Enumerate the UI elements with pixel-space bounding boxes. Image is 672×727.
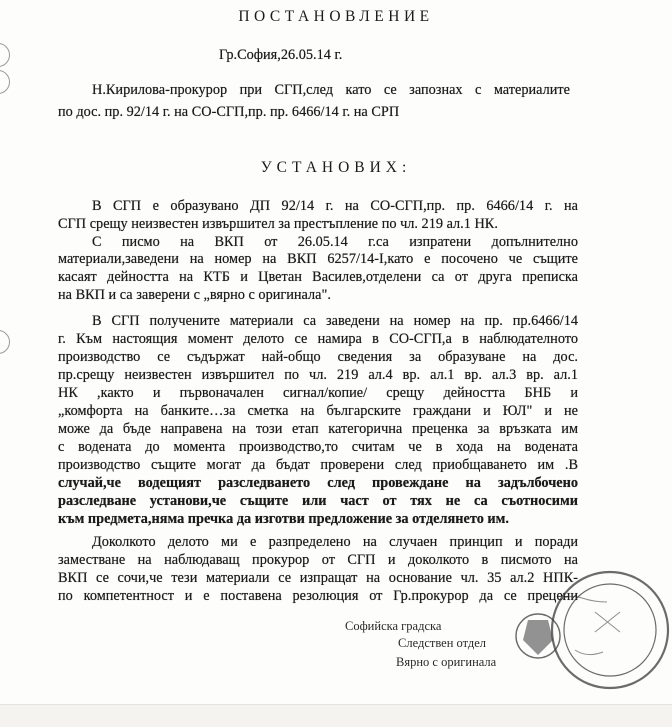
body-line: НК ,както и първоначален сигнал/копие/ срещу дейността БНБ и <box>58 385 578 401</box>
body-line: „комфорта на банките…за сметка на българските граждани и ЮЛ" и не <box>58 403 578 419</box>
body-line: касаят дейността на КТБ и Цветан Василев,отделени са от друга преписка <box>58 269 578 285</box>
body-line: пр.срещу неизвестен извършител по чл. 219 ал.4 вр. ал.1 вр. ал.3 вр. ал.1 <box>58 367 578 383</box>
body-line: заместване на наблюдаващ прокурор от СГП и доколкото в писмото на <box>58 552 578 568</box>
body-line: на ВКП и са заверени с „вярно с оригинала". <box>58 287 331 303</box>
body-line: производство се съдържат най-общо сведения за образуване на дос. <box>58 349 578 365</box>
body-line: може да бъде направена на този етап категорична преценка за връзката им <box>58 421 578 437</box>
punch-hole <box>0 43 10 67</box>
punch-hole <box>0 330 10 354</box>
stamp-line: Софийска градска <box>345 619 442 633</box>
body-line: ВКП се сочи,че тези материали се изпращат на основание чл. 35 ал.2 НПК- <box>58 570 578 586</box>
scan-bottom-margin <box>0 704 672 727</box>
place-date: Гр.София,26.05.14 г. <box>219 47 343 63</box>
stamp-line: Вярно с оригинала <box>396 655 497 669</box>
body-line: с водената до момента производство,то считам че в хода на водената <box>58 439 578 455</box>
body-line-bold: към предмета,няма пречка да изготви предложение за отделянето им. <box>58 511 509 527</box>
body-line: материали,заведени на номер на ВКП 6257/14-I,като е посочено че същите <box>58 251 578 267</box>
body-line: Доколкото делото ми е разпределено на случаен принцип и поради <box>92 534 578 550</box>
body-line-bold: разследване установи,че същите или част от тях не са съотносими <box>58 493 578 509</box>
document-title: ПОСТАНОВЛЕНИЕ <box>238 8 434 25</box>
punch-hole <box>0 70 10 94</box>
body-line: производство същите могат да бъдат проверени след приобщаването им .В <box>58 457 578 473</box>
body-line: В СГП получените материали са заведени на номер на пр. пр.6466/14 <box>92 313 578 329</box>
section-heading: УСТАНОВИХ: <box>260 159 412 176</box>
body-line: по компетентност и е поставена резолюция от Гр.прокурор да се прецени <box>58 588 578 604</box>
body-line-bold: случай,че водещият разследването след провеждане на задълбочено <box>58 475 578 491</box>
body-line: г. Към настоящия момент делото се намира в СО-СГП,а в наблюдателното <box>58 331 578 347</box>
body-line: С писмо на ВКП от 26.05.14 г.са изпратени допълнително <box>92 234 578 250</box>
stamp-line: Следствен отдел <box>398 636 487 650</box>
body-line: СГП срещу неизвестен извършител за престъпление по чл. 219 ал.1 НК. <box>58 216 498 232</box>
body-line: В СГП е образувано ДП 92/14 г. на СО-СГП,пр. пр. 6466/14 г. на <box>92 198 578 214</box>
intro-line: по дос. пр. 92/14 г. на СО-СГП,пр. пр. 6466/14 г. на СРП <box>58 104 400 120</box>
intro-line: Н.Кирилова-прокурор при СГП,след като се запознах с материалите <box>92 82 570 98</box>
